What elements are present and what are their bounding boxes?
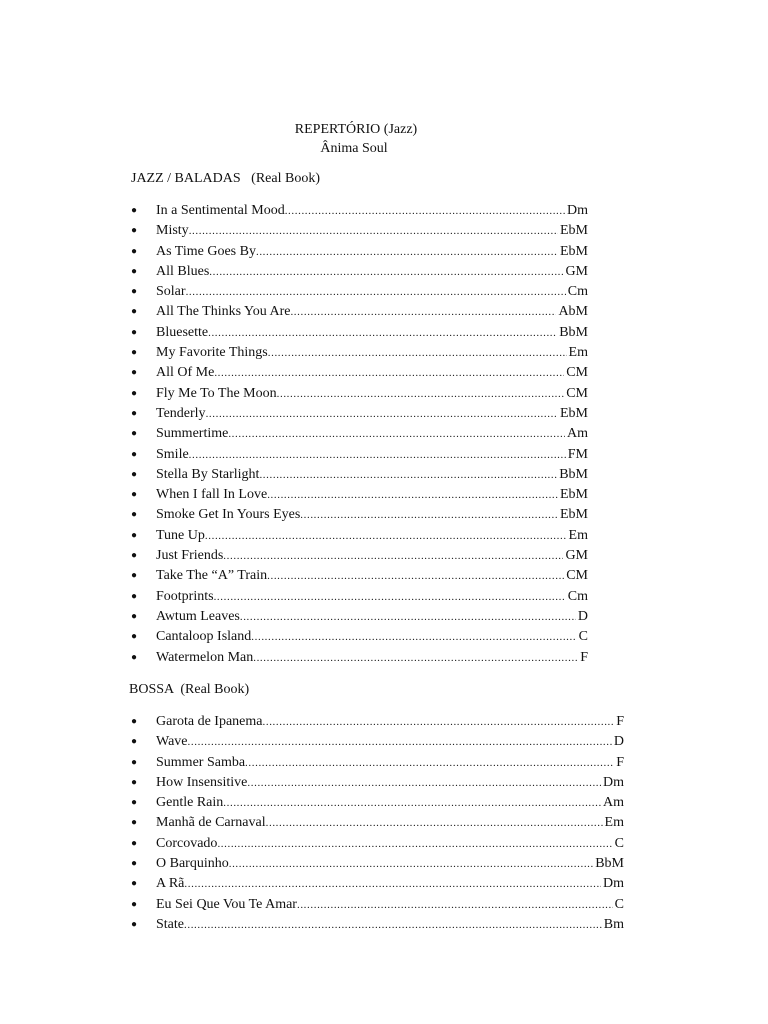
dot-leader [267,568,564,584]
song-row [156,795,624,811]
dot-leader [214,365,564,381]
song-title: O Barquinho [156,856,229,872]
bullet-icon: ● [131,651,138,663]
bullet-icon: ● [131,489,138,501]
song-key: CM [566,385,588,401]
song-key: Em [604,815,624,831]
dot-leader [300,507,558,523]
bullet-icon: ● [131,367,138,379]
dot-leader [217,836,612,852]
bullet-icon: ● [131,448,138,460]
song-title: Summertime [156,426,229,442]
bullet-icon: ● [131,428,138,440]
song-key: Em [568,527,588,543]
song-title: Stella By Starlight [156,466,260,482]
song-key: Bm [603,916,624,932]
dot-leader [223,548,563,564]
song-row [156,325,588,341]
song-title: Gentle Rain [156,795,224,811]
song-title: Cantaloop Island [156,629,252,645]
song-title: Take The “A” Train [156,568,268,584]
dot-leader [223,795,601,811]
song-title: Manhã de Carnaval [156,815,266,831]
song-row [156,528,588,544]
dot-leader [297,897,613,913]
song-row [156,568,588,584]
song-title: Corcovado [156,835,218,851]
document-subtitle: Ânima Soul [320,141,388,156]
song-row [156,304,588,320]
song-row [156,386,588,402]
document-title: REPERTÓRIO (Jazz) [294,122,418,137]
bullet-icon: ● [131,817,138,829]
song-key: GM [565,263,588,279]
song-title: Just Friends [156,548,224,564]
song-row [156,223,588,239]
song-row [156,836,624,852]
section-heading-bossa: BOSSA (Real Book) [129,682,250,697]
bullet-icon: ● [131,898,138,910]
dot-leader [285,203,565,219]
song-row [156,507,588,523]
bullet-icon: ● [131,326,138,338]
dot-leader [205,528,567,544]
song-key: BbM [595,856,624,872]
bullet-icon: ● [131,631,138,643]
song-row [156,244,588,260]
bullet-icon: ● [131,837,138,849]
song-title: Solar [156,284,186,300]
dot-leader [245,755,614,771]
dot-leader [277,386,565,402]
song-key: Em [568,345,588,361]
dot-leader [188,734,612,750]
song-key: BbM [559,324,588,340]
dot-leader [263,714,615,730]
dot-leader [253,650,578,666]
bullet-icon: ● [131,387,138,399]
song-title: Fly Me To The Moon [156,385,277,401]
song-row [156,447,588,463]
bullet-icon: ● [131,286,138,298]
bullet-icon: ● [131,716,138,727]
song-row [156,815,624,831]
song-title: Awtum Leaves [156,608,240,624]
song-key: EbM [560,223,588,239]
dot-leader [214,589,566,605]
song-title: Footprints [156,588,214,604]
song-title: Bluesette [156,324,209,340]
song-title: All Of Me [156,365,215,381]
song-row [156,203,588,219]
song-key: FM [567,446,588,462]
song-key: Dm [603,774,624,790]
song-key: BbM [559,466,588,482]
bullet-icon: ● [131,306,138,318]
song-title: All The Thinks You Are [156,304,291,320]
song-row [156,775,624,791]
bullet-icon: ● [131,225,138,237]
dot-leader [266,815,603,831]
song-title: Tenderly [156,405,206,421]
dot-leader [189,223,558,239]
bullet-icon: ● [131,550,138,562]
song-row [156,426,588,442]
song-title: My Favorite Things [156,345,268,361]
song-row [156,917,624,933]
song-row [156,714,624,730]
song-key: EbM [560,507,588,523]
dot-leader [259,467,557,483]
song-key: EbM [560,243,588,259]
song-key: Dm [567,203,588,218]
bullet-icon: ● [131,756,138,768]
song-title: Summer Samba [156,754,246,770]
song-key: F [616,714,624,729]
dot-leader [256,244,558,260]
song-row [156,264,588,280]
dot-leader [240,609,576,625]
song-key: GM [565,548,588,564]
dot-leader [184,917,602,933]
song-row [156,734,624,750]
song-row [156,406,588,422]
song-title: Misty [156,223,189,239]
bullet-icon: ● [131,918,138,930]
bullet-icon: ● [131,529,138,541]
song-key: F [580,649,588,665]
song-row [156,629,588,645]
song-key: C [578,629,588,645]
bullet-icon: ● [131,347,138,359]
song-row [156,467,588,483]
song-row [156,650,588,666]
song-title: State [156,916,184,932]
bullet-icon: ● [131,205,138,216]
bullet-icon: ● [131,468,138,480]
song-title: Watermelon Man [156,649,254,665]
song-key: CM [566,568,588,584]
song-row [156,609,588,625]
song-title: How Insensitive [156,774,248,790]
song-title: Wave [156,734,188,750]
dot-leader [268,345,567,361]
bullet-icon: ● [131,610,138,622]
song-row [156,487,588,503]
song-key: C [614,896,624,912]
song-title: Eu Sei Que Vou Te Amar [156,896,297,912]
dot-leader [186,284,566,300]
dot-leader [267,487,558,503]
song-key: Dm [603,876,624,892]
song-key: Cm [567,588,588,604]
song-key: D [577,608,588,624]
section-heading-jazz: JAZZ / BALADAS (Real Book) [131,171,320,186]
bullet-icon: ● [131,265,138,277]
song-row [156,345,588,361]
song-row [156,365,588,381]
dot-leader [206,406,558,422]
bullet-icon: ● [131,590,138,602]
bullet-icon: ● [131,570,138,582]
song-title: In a Sentimental Mood [156,203,285,218]
song-key: EbM [560,487,588,503]
dot-leader [251,629,576,645]
dot-leader [247,775,601,791]
song-key: Am [567,426,588,442]
bullet-icon: ● [131,797,138,809]
song-row [156,755,624,771]
bullet-icon: ● [131,407,138,419]
song-row [156,589,588,605]
dot-leader [184,876,601,892]
dot-leader [229,856,593,872]
song-title: Tune Up [156,527,205,543]
song-title: Smile [156,446,189,462]
bullet-icon: ● [131,776,138,788]
song-row [156,856,624,872]
bullet-icon: ● [131,736,138,748]
song-row [156,548,588,564]
song-row [156,284,588,300]
bullet-icon: ● [131,245,138,257]
song-title: Smoke Get In Yours Eyes [156,507,301,523]
song-key: EbM [560,405,588,421]
song-key: F [616,754,624,770]
song-row [156,876,624,892]
dot-leader [290,304,556,320]
song-title: Garota de Ipanema [156,714,263,729]
song-title: A Rã [156,876,185,892]
song-key: C [614,835,624,851]
bullet-icon: ● [131,878,138,890]
song-row [156,897,624,913]
dot-leader [208,325,557,341]
dot-leader [189,447,566,463]
song-title: As Time Goes By [156,243,256,259]
song-key: Am [603,795,624,811]
song-title: When I fall In Love [156,487,268,503]
song-key: Cm [567,284,588,300]
bullet-icon: ● [131,509,138,521]
dot-leader [228,426,565,442]
dot-leader [209,264,563,280]
song-key: CM [566,365,588,381]
bullet-icon: ● [131,858,138,870]
song-key: D [613,734,624,750]
song-key: AbM [558,304,588,320]
song-title: All Blues [156,263,210,279]
